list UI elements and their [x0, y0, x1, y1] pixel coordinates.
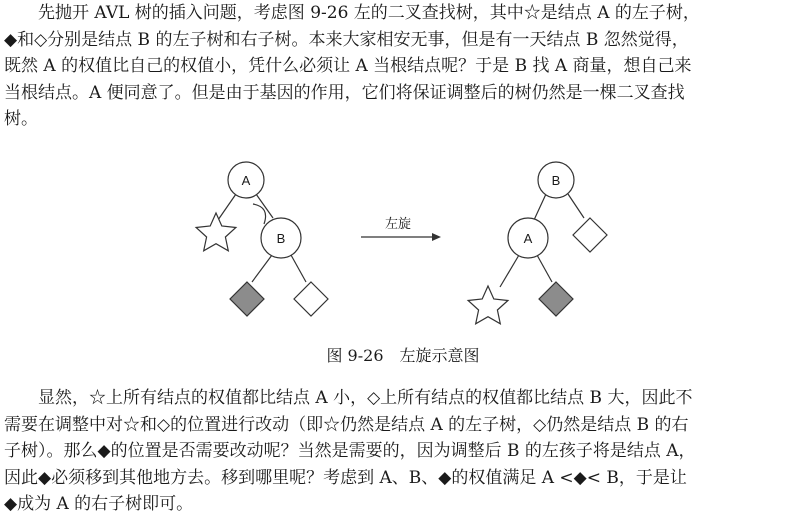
- edge-b-hollow-diamond-right: [568, 194, 584, 218]
- figure-caption: 图 9-26 左旋示意图: [326, 346, 480, 365]
- text-line: 需要在调整中对☆和◇的位置进行改动（即☆仍然是结点 A 的左子树，◇仍然是结点 B 的右: [4, 414, 689, 435]
- text-line: ◆成为 A 的右子树即可。: [4, 494, 194, 515]
- text-line: 因此◆必须移到其他地方去。移到哪里呢？考虑到 A、B、◆的权值满足 A <◆< B，于是让: [4, 467, 687, 488]
- arrow-head-icon: [432, 233, 441, 241]
- text-line: 既然 A 的权值比自己的权值小，凭什么必须让 A 当根结点呢？于是 B 找 A 商量，想自己来: [4, 56, 692, 77]
- text-line: 显然，☆上所有结点的权值都比结点 A 小，◇上所有结点的权值都比结点 B 大，因此不: [4, 388, 693, 408]
- filled-diamond-icon: [230, 282, 264, 316]
- node-a-label: A: [241, 173, 251, 188]
- edge-a-star: [218, 194, 236, 220]
- hollow-diamond-icon: [294, 282, 328, 316]
- text-line: 子树）。那么◆的位置是否需要改动呢？当然是需要的，因为调整后 B 的左孩子将是结点 A，: [4, 441, 696, 462]
- text-line: 先抛开 AVL 树的插入问题，考虑图 9-26 左的二叉查找树，其中☆是结点 A 的左子树，: [4, 3, 700, 23]
- left-rotation-figure: [0, 160, 806, 360]
- star-icon: [196, 213, 236, 251]
- edge-b-filled-diamond: [252, 255, 272, 282]
- node-b-label-right: B: [551, 173, 561, 188]
- edge-b-hollow-diamond: [291, 255, 306, 282]
- edge-b-a: [534, 194, 546, 220]
- paragraph-explanation: [4, 385, 802, 518]
- paragraph-intro: [4, 0, 802, 133]
- edge-a-star-right: [500, 255, 519, 287]
- edge-a-filled-diamond-right: [537, 255, 552, 282]
- text-line: 当根结点。A 便同意了。但是由于基因的作用，它们将保证调整后的树仍然是一棵二叉查找: [4, 82, 685, 103]
- node-a-label-right: A: [523, 231, 533, 246]
- text-line: ◆和◇分别是结点 B 的左子树和右子树。本来大家相安无事，但是有一天结点 B 忽然觉得，: [4, 29, 689, 50]
- node-b-label: B: [276, 231, 286, 246]
- text-line: 树。: [4, 109, 38, 130]
- rotation-arc-icon: [253, 204, 266, 224]
- star-icon-right: [468, 286, 508, 324]
- filled-diamond-icon-right: [539, 282, 573, 316]
- hollow-diamond-icon-right: [573, 218, 607, 252]
- rotation-diagram: [0, 160, 806, 360]
- arrow-label: 左旋: [384, 217, 412, 232]
